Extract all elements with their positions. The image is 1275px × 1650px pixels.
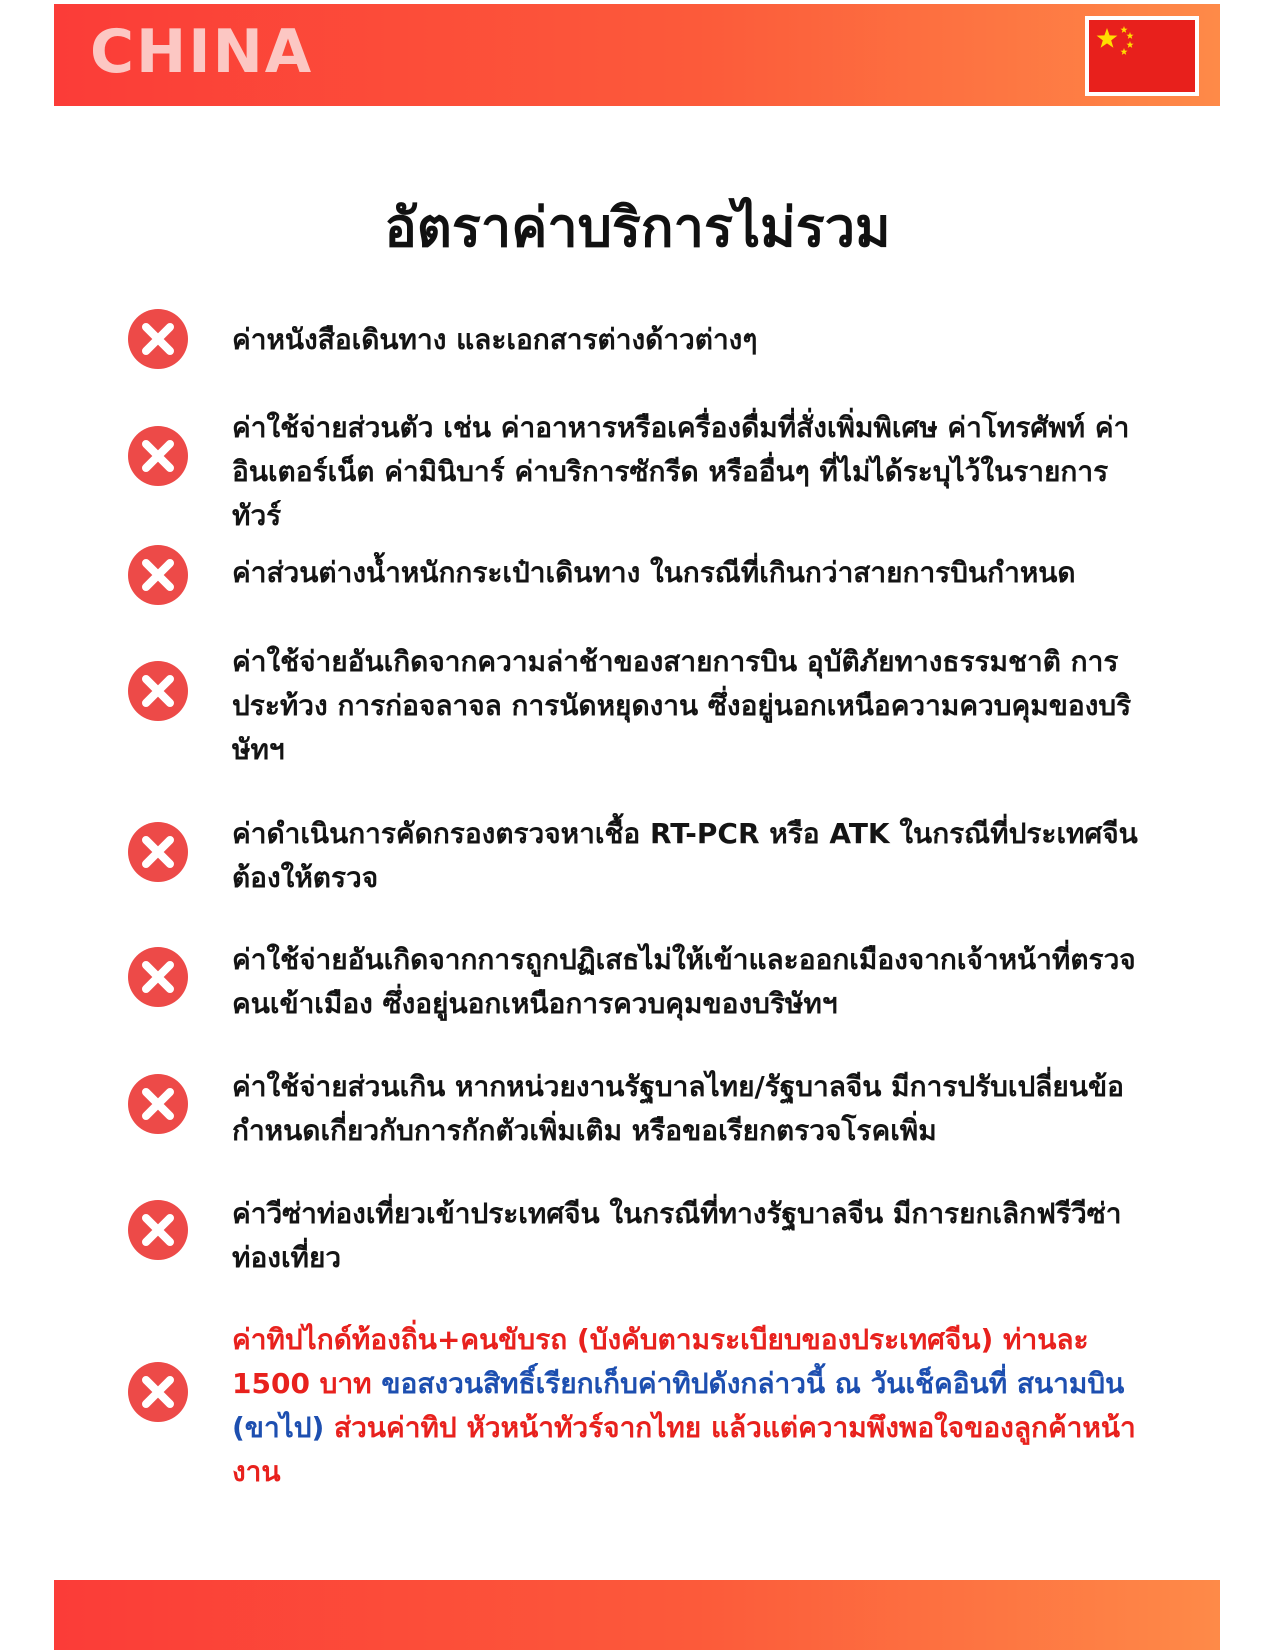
x-circle-icon bbox=[126, 1360, 190, 1424]
list-item-text: ค่าส่วนต่างน้ำหนักกระเป๋าเดินทาง ในกรณีที่เกินกว่าสายการบินกำหนด bbox=[232, 556, 1076, 589]
tip-notice-part1: ค่าทิปไกด์ท้องถิ่น+คนขับรถ (บังคับตามระเบียบของประเทศจีน) ท่านละ 1500 บาท bbox=[232, 1323, 1089, 1400]
page-title: อัตราค่าบริการไม่รวม bbox=[384, 196, 891, 259]
x-circle-icon bbox=[126, 307, 190, 371]
list-item-text: ค่าใช้จ่ายส่วนตัว เช่น ค่าอาหารหรือเครื่องดื่มที่สั่งเพิ่มพิเศษ ค่าโทรศัพท์ ค่าอินเตอร์เน็ต ค่ามินิบาร์ ค่าบริการซักรีด หรืออื่นๆ ที่ไม่ได้ระบุไว้ในรายการทัวร์ bbox=[232, 411, 1130, 532]
list-item-text: ค่าหนังสือเดินทาง และเอกสารต่างด้าวต่างๆ bbox=[232, 323, 758, 356]
x-circle-icon bbox=[126, 945, 190, 1009]
footer-bar bbox=[54, 1580, 1220, 1650]
x-circle-icon bbox=[126, 659, 190, 723]
list-item-text: ค่าใช้จ่ายอันเกิดจากการถูกปฏิเสธไม่ให้เข้าและออกเมืองจากเจ้าหน้าที่ตรวจคนเข้าเมือง ซึ่งอยู่นอกเหนือการควบคุมของบริษัทฯ bbox=[232, 943, 1136, 1020]
tip-notice-part2: ขอสงวนสิทธิ์เรียกเก็บค่าทิปดังกล่าวนี้ ณ วันเช็คอินที่ สนามบิน (ขาไป) bbox=[232, 1367, 1125, 1444]
x-circle-icon bbox=[126, 543, 190, 607]
x-circle-icon bbox=[126, 1198, 190, 1262]
list-item-text: ค่าวีซ่าท่องเที่ยวเข้าประเทศจีน ในกรณีที่ทางรัฐบาลจีน มีการยกเลิกฟรีวีซ่าท่องเที่ยว bbox=[232, 1197, 1122, 1274]
list-item-text: ค่าดำเนินการคัดกรองตรวจหาเชื้อ RT-PCR หรือ ATK ในกรณีที่ประเทศจีนต้องให้ตรวจ bbox=[232, 817, 1138, 894]
tip-notice-text bbox=[232, 1318, 1152, 1494]
list-item-text: ค่าใช้จ่ายส่วนเกิน หากหน่วยงานรัฐบาลไทย/รัฐบาลจีน มีการปรับเปลี่ยนข้อกำหนดเกี่ยวกับการกักตัวเพิ่มเติม หรือขอเรียกตรวจโรคเพิ่ม bbox=[232, 1070, 1124, 1147]
tip-notice-part3: ส่วนค่าทิป หัวหน้าทัวร์จากไทย แล้วแต่ความพึงพอใจของลูกค้าหน้างาน bbox=[232, 1411, 1136, 1488]
x-circle-icon bbox=[126, 820, 190, 884]
list-item-text: ค่าใช้จ่ายอันเกิดจากความล่าช้าของสายการบิน อุบัติภัยทางธรรมชาติ การประท้วง การก่อจลาจล การนัดหยุดงาน ซึ่งอยู่นอกเหนือความควบคุมของบริษัทฯ bbox=[232, 645, 1132, 766]
x-circle-icon bbox=[126, 424, 190, 488]
x-circle-icon bbox=[126, 1072, 190, 1136]
brand-title: CHINA bbox=[90, 17, 314, 87]
